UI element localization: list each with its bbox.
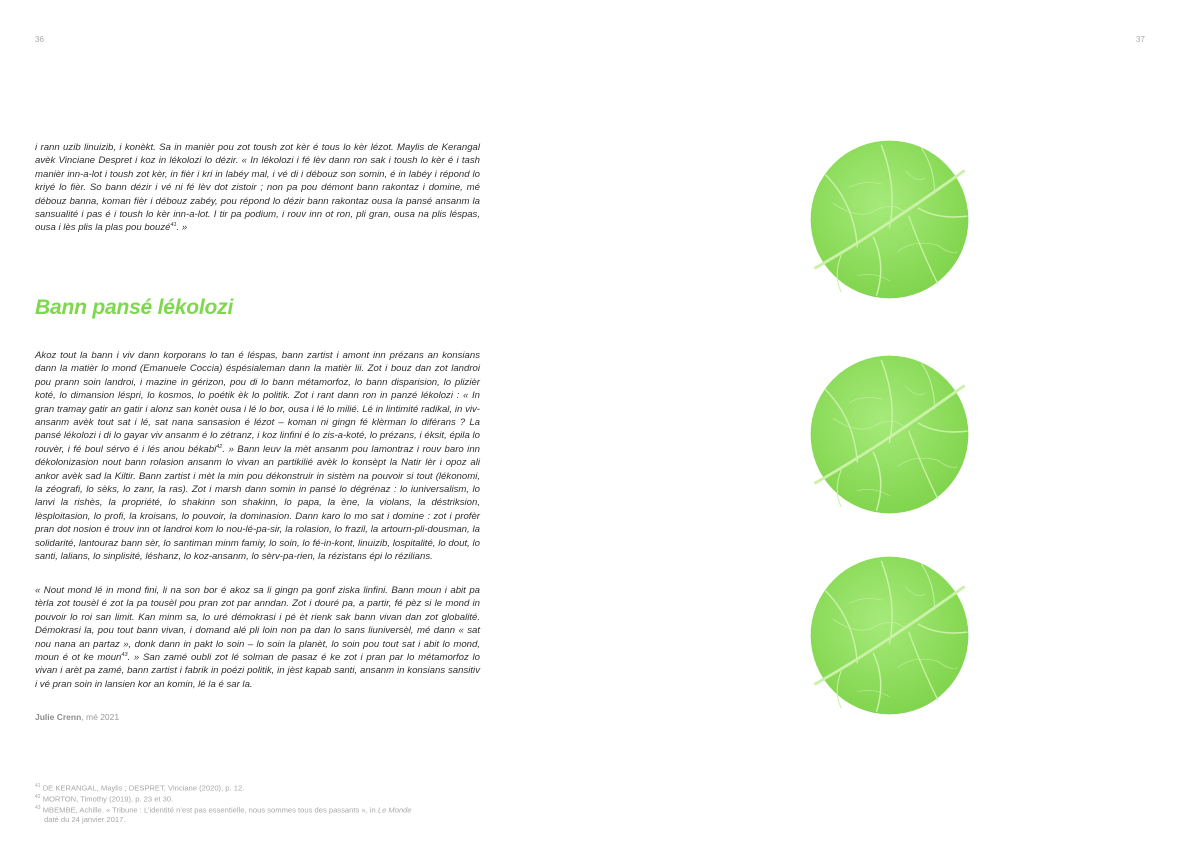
- section-heading: Bann pansé lékolozi: [35, 296, 234, 319]
- intro-text: i rann uzib linuizib, i konèkt. Sa in manièr pou zot toush zot kèr é tous lo kèr lézot. Maylis de Kerangal avèk Vinciane Despret i koz in lékolozi lo dézir. « In lékolozi i fé lèv dann ron sak i toush lo kèr é i tash manièr inn-a-lot i toush zot kèr, in fièr i kri in labéy mal, i vé di i débouz son somin, é in labéy i répond lo kriyé lo fièr. So bann dézir i vé ni fé lèv dot zistoir ; non pa pou démont bann rakontaz i domine, mé débouz banna, koman fièr i débouz zabéy, pou répond lo dézir bann rakontaz ousa la pansé ansanm la sansualité i pas é i toush lo kèr inn-a-lot. I tir pa podium, i rouv inn ot ron, pli gran, ousa na plis léspas, ousa i lès plis la plas pou bouzé: [35, 142, 480, 234]
- leaf-circle-image: [809, 555, 970, 716]
- body-text-2a: « Nout mond lé in mond fini, li na son bor é akoz sa li gingn pa gonf ziska linfini. Bann moun i abit pa tèrla zot tousèl é zot la pa tousèl pou pran zot par anndan. Zot i douré pa, a partir, fé pèz si le mond in pouvoir lo roi san limit. Kan minm sa, lo uré démokrasi i pé èt rienk sak bann vivan dan zot globalité. Démokrasi la, pou tout bann vivan, i domand alé pli loin non pa dan lo sans liuniversèl, mé dann « sat nou nana an partaz », donk dann in pakt lo soin – lo soin la planèt, lo soin pou tout sat i abit lo mond, moun é ot ke moun: [35, 585, 480, 664]
- signature: [35, 712, 119, 722]
- footnote-ref-43: 43: [121, 651, 128, 658]
- page-number-left: 36: [35, 35, 44, 44]
- leaf-circle-image: [809, 139, 970, 300]
- footnote-41: $^{41}$ DE KERANGAL, Maylis ; DESPRET, Vinciane (2020), p. 12.: [35, 783, 245, 793]
- footnotes: [35, 782, 412, 824]
- leaf-circle-image: [809, 354, 970, 515]
- author-name: Julie Crenn: [35, 712, 82, 722]
- body-paragraph-1: [35, 349, 480, 564]
- body-text-1a: Akoz tout la bann i viv dann korporans lo tan é léspas, bann zartist i amont inn prézans an konsians dann la matièr lo mond (Emanuele Coccia) éspésialeman dann la matièr lii. Zot i bouz dan zot landroi pou prann soin landroi, i mazine in gérizon, pou di lo bann métamorfoz, lo bann disparision, lo plizièr koté, lo dimansion léspri, lo kosmos, lo poétik èk lo politik. Zot i rant dann ron in panzé lékolozi : « In gran tramay gatir an gatir i alonz san konèt ousa i lé lo bor, ousa i lé lo milié. Lé in lintimité radikal, in viv-ansanm avèk tout sat i lé, sat nana sansasion é lézot – koman ni gingn fé klèrman lo diférans ? La pansé lékolozi i di lo gayar viv ansanm é lo zétranz, i koz linfini é lo zis-a-koté, lo prézans, i éksit, épila lo rouvèr, i fé boul sérvo é i lés anou békabi: [35, 350, 480, 455]
- body-text-2b: . » San zamé oubli zot lé solman de pasaz é ke zot i pran par lo métamorfoz lo vivan i arèt pa zamé, bann zartist i fabrik in poézi politik, in jèst kapab santi, ansanm in konsians sansitiv i vé pran soin in lansien kor an komin, lé la é sar la.: [35, 652, 480, 690]
- intro-text-end: . »: [176, 222, 188, 234]
- footnote-43: $^{43}$ MBEMBE, Achille. « Tribune : L’identité n’est pas essentielle, nous sommes tous des passants », in Le Monde: [35, 804, 412, 815]
- body-text-1b: . » Bann leuv la mèt ansanm pou lamontraz i rouv baro inn dékolonizasion nout bann rolasion ansanm lo vivan an partikilié avèk lo konsèpt la Natir lèr i opoz ali ankor avèk sad la Kiltir. Bann zartist i mèt la min pou dékonstruir in sistèm na pouvoir si tout (lékonomi, la zéografi, lo sèks, lo zanr, la ras). Zot i marsh dann somin in pansé lo dégrénaz : lo iuniversalism, lo lanvi la rishès, la propriété, lo shakinn son shakinn, lo papa, la ène, la violans, la déstriksion, lèsploitasion, lo profi, la kroisans, lo pouvoir, la dominasion. Dann karo lo mo sat i domine : zot i profèr pran dot nosion é trouv inn ot landroi kom lo nou-lé-pa-sir, la rolasion, lo frazil, la artourn-pli-dousman, la solidarité, lantouraz bann sèr, lo santiman minm famiy, lo soin, lo fé-in-kont, linuizib, lospitalité, lo dout, lo santi, lalians, lo sinplisité, léshanz, lo koz-ansanm, lo sèrv-pa-rien, la rézistans épi lo rézilians.: [35, 443, 480, 563]
- footnote-ref-42: 42: [216, 443, 223, 450]
- intro-paragraph: [35, 141, 480, 235]
- footnote-42: $^{42}$ MORTON, Timothy (2019), p. 23 et 30.: [35, 793, 174, 804]
- footnote-ref-41: 41: [170, 222, 177, 229]
- signature-date: , mé 2021: [81, 712, 120, 722]
- body-paragraph-2: [35, 584, 480, 691]
- footnote-43-continued: daté du 24 janvier 2017.: [44, 814, 126, 824]
- page-number-right: 37: [1136, 35, 1145, 44]
